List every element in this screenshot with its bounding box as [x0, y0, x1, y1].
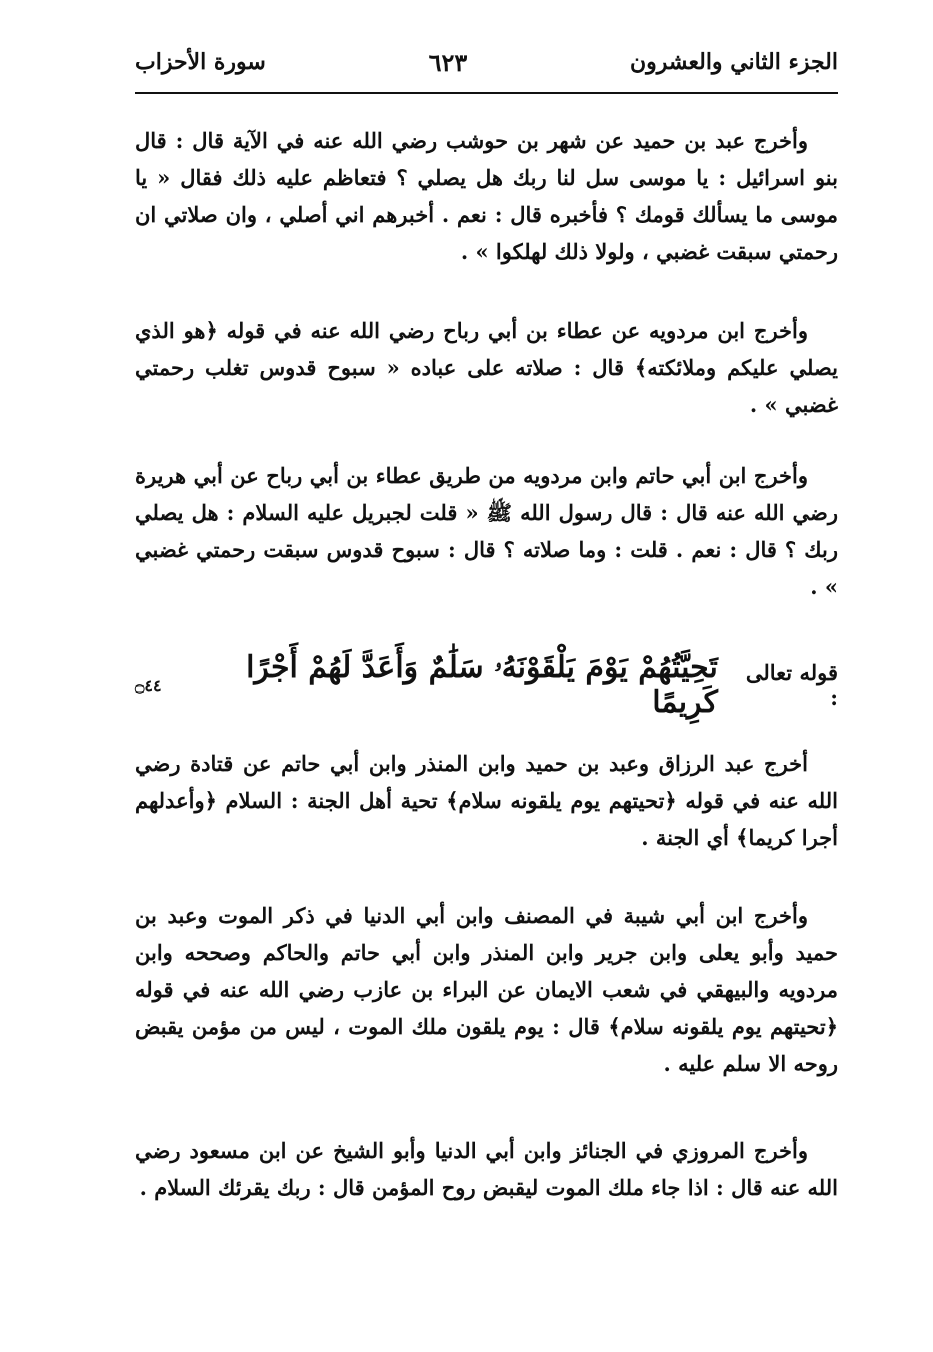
page-number: ٦٢٣ — [428, 47, 468, 77]
verse-lead: قوله تعالى : — [745, 660, 838, 710]
paragraph-1 — [135, 122, 838, 270]
paragraph-4 — [135, 745, 838, 856]
paragraph-3 — [135, 457, 838, 605]
paragraph-text: وأخرج المروزي في الجنائز وابن أبي الدنيا وأبو الشيخ عن ابن مسعود رضي الله عنه قال : اذا جاء ملك الموت ليقبض روح المؤمن قال : ربك يقرئك السلام . — [135, 1138, 838, 1200]
verse-number: ۝٤٤ — [135, 675, 162, 695]
paragraph-text: أخرج عبد الرزاق وعبد بن حميد وابن المنذر وابن أبي حاتم عن قتادة رضي الله عنه في قوله ﴿تحيتهم يوم يلقونه سلام﴾ تحية أهل الجنة : السلام ﴿وأعدلهم أجرا كريما﴾ أي الجنة . — [135, 751, 838, 850]
paragraph-5 — [135, 897, 838, 1082]
paragraph-6 — [135, 1132, 838, 1206]
verse-text: تَحِيَّتُهُمْ يَوْمَ يَلْقَوْنَهُۥ سَلَٰمٌ وَأَعَدَّ لَهُمْ أَجْرًا كَرِيمًا — [246, 650, 718, 720]
paragraph-2 — [135, 312, 838, 423]
page-header — [135, 42, 838, 82]
header-divider — [135, 92, 838, 94]
paragraph-text: وأخرج عبد بن حميد عن شهر بن حوشب رضي الله عنه في الآية قال : قال بنو اسرائيل : يا موسى سل لنا ربك هل يصلي ؟ فتعاظم عليه ذلك فقال « يا موسى ما يسألك قومك ؟ فأخبره قال : نعم . أخبرهم اني أصلي ، وان صلاتي ان رحمتي سبقت غضبي ، ولولا ذلك لهلكوا » . — [135, 128, 838, 264]
part-title: الجزء الثاني والعشرون — [629, 49, 838, 75]
paragraph-text: وأخرج ابن مردويه عن عطاء بن أبي رباح رضي الله عنه في قوله ﴿هو الذي يصلي عليكم وملائكته﴾ قال : صلاته على عباده « سبوح قدوس تغلب رحمتي غضبي » . — [135, 318, 838, 417]
paragraph-text: وأخرج ابن أبي شيبة في المصنف وابن أبي الدنيا في ذكر الموت وعبد بن حميد وأبو يعلى وابن جرير وابن المنذر وابن أبي حاتم والحاكم وصححه وابن مردويه والبيهقي في شعب الايمان عن البراء بن عازب رضي الله عنه في قوله ﴿تحيتهم يوم يلقونه سلام﴾ قال : يوم يلقون ملك الموت ، ليس من مؤمن يقبض روحه الا سلم عليه . — [135, 903, 838, 1076]
surah-title: سورة الأحزاب — [135, 49, 266, 75]
quran-verse — [135, 650, 838, 720]
paragraph-text: وأخرج ابن أبي حاتم وابن مردويه من طريق عطاء بن أبي رباح عن أبي هريرة رضي الله عنه قال : قال رسول الله ﷺ « قلت لجبريل عليه السلام : هل يصلي ربك ؟ قال : نعم . قلت : وما صلاته ؟ قال : سبوح قدوس سبقت رحمتي غضبي » . — [135, 463, 838, 599]
